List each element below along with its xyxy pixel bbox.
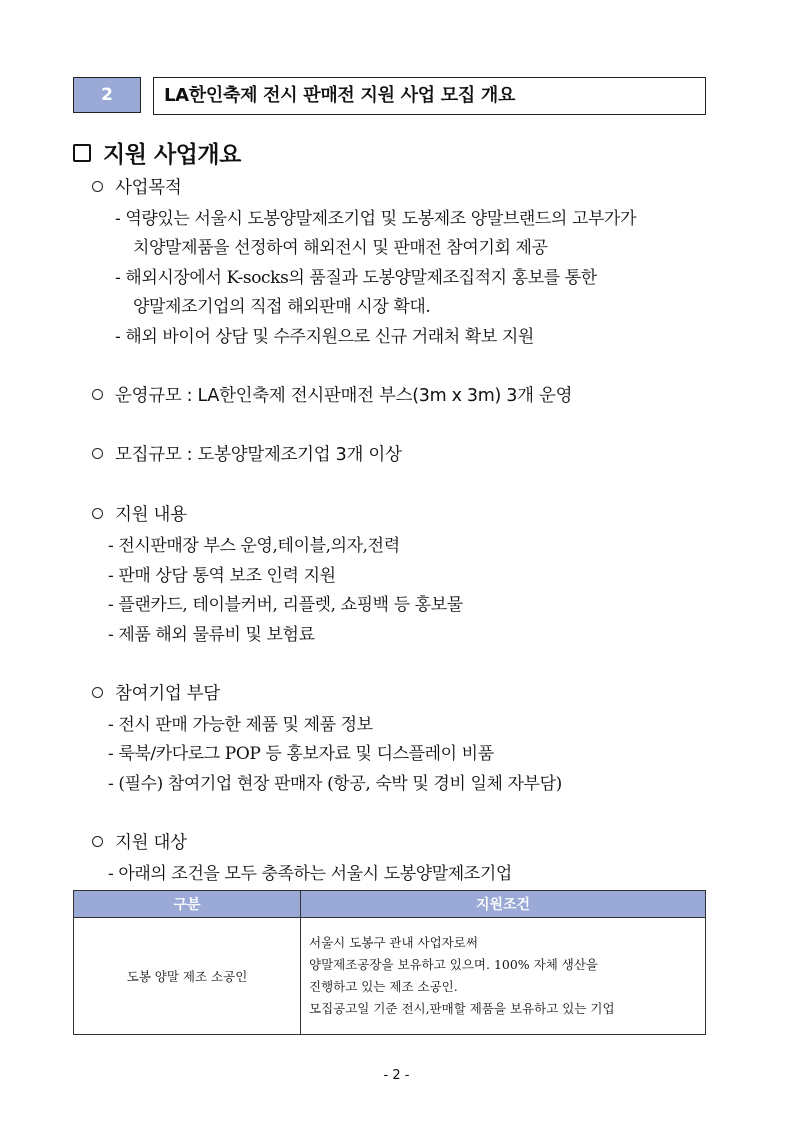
circle-bullet-icon [92, 508, 103, 519]
condition-line-1: 서울시 도봉구 관내 사업자로써 [309, 935, 478, 950]
condition-line-4: 모집공고일 기준 전시,판매할 제품을 보유하고 있는 기업 [309, 1001, 615, 1016]
operation-scale: 운영규모 : LA한인축제 전시판매전 부스(3m x 3m) 3개 운영 [92, 382, 572, 407]
purpose-line-2: 치양말제품을 선정하여 해외전시 및 판매전 참여기회 제공 [133, 238, 548, 258]
condition-line-2: 양말제조공장을 보유하고 있으며. 100% 자체 생산을 [309, 957, 599, 972]
purpose-line-1: - 역량있는 서울시 도봉양말제조기업 및 도봉제조 양말브랜드의 고부가가 [115, 209, 637, 229]
checkbox-icon [73, 144, 91, 162]
table-header-row [74, 891, 706, 918]
company-burden-line-3: - (필수) 참여기업 현장 판매자 (항공, 숙박 및 경비 일체 자부담) [108, 774, 562, 794]
circle-bullet-icon [92, 181, 103, 192]
table-header-category: 구분 [74, 891, 301, 918]
company-burden-heading: 참여기업 부담 [92, 680, 220, 705]
circle-bullet-icon [92, 836, 103, 847]
circle-bullet-icon [92, 687, 103, 698]
section-title-text: 지원 사업개요 [103, 142, 241, 168]
document-title: LA한인축제 전시 판매전 지원 사업 모집 개요 [153, 77, 706, 115]
recruit-scale: 모집규모 : 도봉양말제조기업 3개 이상 [92, 441, 402, 466]
section-number-badge: 2 [73, 77, 141, 113]
company-burden-line-1: - 전시 판매 가능한 제품 및 제품 정보 [108, 715, 373, 735]
table-header-conditions: 지원조건 [301, 891, 706, 918]
section-title [73, 136, 241, 169]
circle-bullet-icon [92, 448, 103, 459]
table-row [74, 918, 706, 1035]
support-content-line-4: - 제품 해외 물류비 및 보험료 [108, 625, 315, 645]
page-number: - 2 - [383, 1068, 410, 1083]
condition-line-3: 진행하고 있는 제조 소공인. [309, 979, 458, 994]
purpose-line-5: - 해외 바이어 상담 및 수주지원으로 신규 거래처 확보 지원 [115, 327, 534, 347]
support-content-heading: 지원 내용 [92, 501, 187, 526]
table-row-label: 도봉 양말 제조 소공인 [74, 918, 301, 1035]
support-content-line-1: - 전시판매장 부스 운영,테이블,의자,전력 [108, 536, 400, 556]
company-burden-line-2: - 룩북/카다로그 POP 등 홍보자료 및 디스플레이 비품 [108, 744, 494, 764]
purpose-line-3: - 해외시장에서 K-socks의 품질과 도봉양말제조집적지 홍보를 통한 [115, 268, 597, 288]
target-heading: 지원 대상 [92, 829, 187, 854]
support-content-line-3: - 플랜카드, 테이블커버, 리플렛, 쇼핑백 등 홍보물 [108, 595, 463, 615]
support-conditions-table [73, 890, 706, 1035]
target-line-1: - 아래의 조건을 모두 충족하는 서울시 도봉양말제조기업 [108, 864, 512, 884]
support-content-line-2: - 판매 상담 통역 보조 인력 지원 [108, 566, 336, 586]
purpose-heading: 사업목적 [92, 174, 181, 199]
purpose-line-4: 양말제조기업의 직접 해외판매 시장 확대. [133, 297, 431, 317]
circle-bullet-icon [92, 389, 103, 400]
table-conditions-cell [301, 918, 706, 1035]
